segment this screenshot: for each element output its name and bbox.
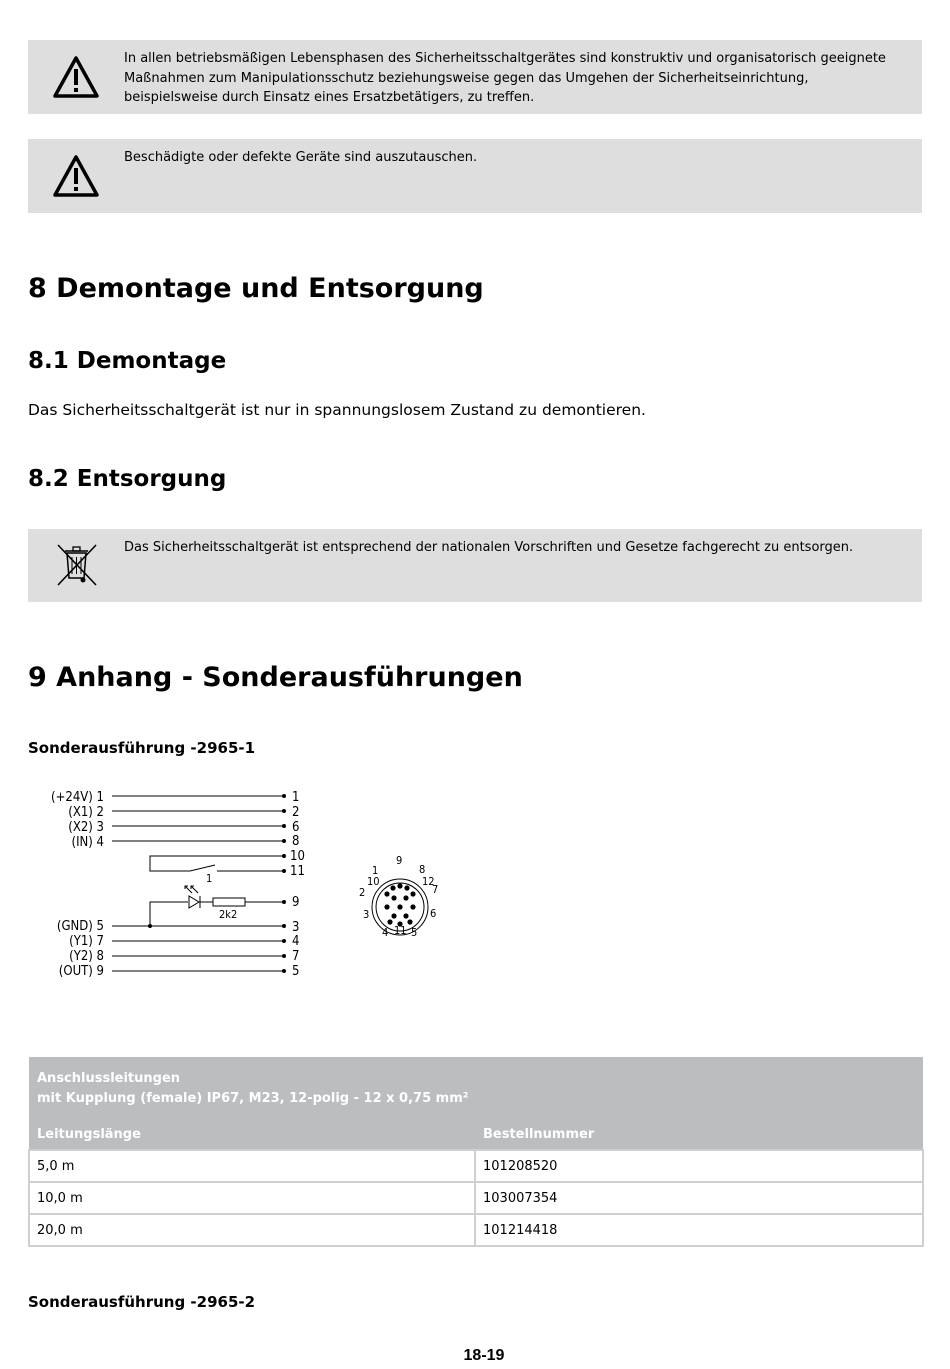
- pin-label: 4: [292, 934, 300, 949]
- pin-label: 9: [292, 895, 300, 910]
- wiring-diagram: [50, 780, 450, 985]
- crossed-bin-icon: [55, 542, 99, 588]
- connector-pin-label: 11: [394, 924, 407, 937]
- pin-label: 8: [292, 834, 300, 849]
- pin-label: (X2) 3: [68, 820, 104, 835]
- table-title-line2: mit Kupplung (female) IP67, M23, 12-polig - 12 x 0,75 mm²: [37, 1091, 469, 1106]
- connector-pin-label: 9: [396, 854, 403, 867]
- section-8-2-title: 8.2 Entsorgung: [28, 466, 227, 492]
- table-row: [29, 1214, 923, 1246]
- section-8-title: 8 Demontage und Entsorgung: [28, 273, 484, 304]
- pin-label: 7: [292, 949, 300, 964]
- pin-label: 6: [292, 820, 300, 835]
- pin-label: 1: [292, 790, 300, 805]
- warning-icon: [52, 154, 100, 198]
- variant-2-title: Sonderausführung -2965-2: [28, 1293, 256, 1311]
- cable-order-table: [28, 1057, 924, 1247]
- connector-pin-label: 4: [382, 926, 389, 939]
- connector-pin-label: 1: [372, 864, 379, 877]
- pin-label: (GND) 5: [56, 919, 104, 934]
- variant-1-title: Sonderausführung -2965-1: [28, 739, 256, 757]
- pin-label: (Y2) 8: [69, 949, 104, 964]
- connector-pin-label: 6: [430, 907, 437, 920]
- pin-label: 11: [290, 864, 305, 879]
- pin-label: 5: [292, 964, 300, 979]
- disposal-note: [28, 529, 922, 602]
- cell-order-number: 101214418: [475, 1214, 923, 1246]
- cell-order-number: 103007354: [475, 1182, 923, 1214]
- resistor-label: 2k2: [219, 908, 238, 921]
- table-title: [29, 1057, 923, 1119]
- pin-label: (IN) 4: [71, 835, 104, 850]
- connector-pin-label: 5: [411, 926, 418, 939]
- pin-label: (Y1) 7: [69, 934, 104, 949]
- pin-label: (OUT) 9: [58, 964, 104, 979]
- connector-face: [359, 854, 438, 939]
- connector-pin-label: 10: [367, 875, 380, 888]
- table-row: [29, 1182, 923, 1214]
- column-header-length: Leitungslänge: [29, 1119, 475, 1150]
- cell-length: 5,0 m: [29, 1150, 475, 1182]
- table-row: [29, 1150, 923, 1182]
- connector-pin-label: 8: [419, 863, 426, 876]
- cell-length: 10,0 m: [29, 1182, 475, 1214]
- pin-label: 2: [292, 805, 300, 820]
- note-text: In allen betriebsmäßigen Lebensphasen des Sicherheitsschaltgerätes sind konstruktiv und organisatorisch geeignete Maßnahmen zum Manipulationsschutz beziehungsweise gegen das Umgehen der Sicherheitseinrichtung, beispielsweise durch Einsatz eines Ersatzbetätigers, zu treffen.: [124, 51, 886, 105]
- switch-label: 1: [206, 872, 213, 885]
- section-9-title: 9 Anhang - Sonderausführungen: [28, 662, 523, 693]
- connector-pin-label: 12: [422, 875, 435, 888]
- connector-pin-label: 7: [432, 883, 439, 896]
- note-text: Beschädigte oder defekte Geräte sind auszutauschen.: [124, 150, 478, 165]
- pin-label: 10: [290, 849, 305, 864]
- cell-length: 20,0 m: [29, 1214, 475, 1246]
- warning-note-manipulation: [28, 40, 922, 114]
- note-text: Das Sicherheitsschaltgerät ist entsprechend der nationalen Vorschriften und Gesetze fachgerecht zu entsorgen.: [124, 540, 854, 555]
- warning-icon: [52, 55, 100, 99]
- section-8-1-title: 8.1 Demontage: [28, 348, 227, 374]
- column-header-order-number: Bestellnummer: [475, 1119, 923, 1150]
- connector-pin-label: 3: [363, 908, 370, 921]
- table-title-line1: Anschlussleitungen: [37, 1071, 181, 1086]
- pin-label: (X1) 2: [68, 805, 104, 820]
- section-8-1-text: Das Sicherheitsschaltgerät ist nur in spannungslosem Zustand zu demontieren.: [28, 401, 646, 419]
- cell-order-number: 101208520: [475, 1150, 923, 1182]
- pin-label: 3: [292, 920, 300, 935]
- warning-note-defective: [28, 139, 922, 213]
- connector-pin-label: 2: [359, 886, 366, 899]
- pin-label: (+24V) 1: [51, 790, 104, 805]
- page-number: 18-19: [463, 1347, 505, 1364]
